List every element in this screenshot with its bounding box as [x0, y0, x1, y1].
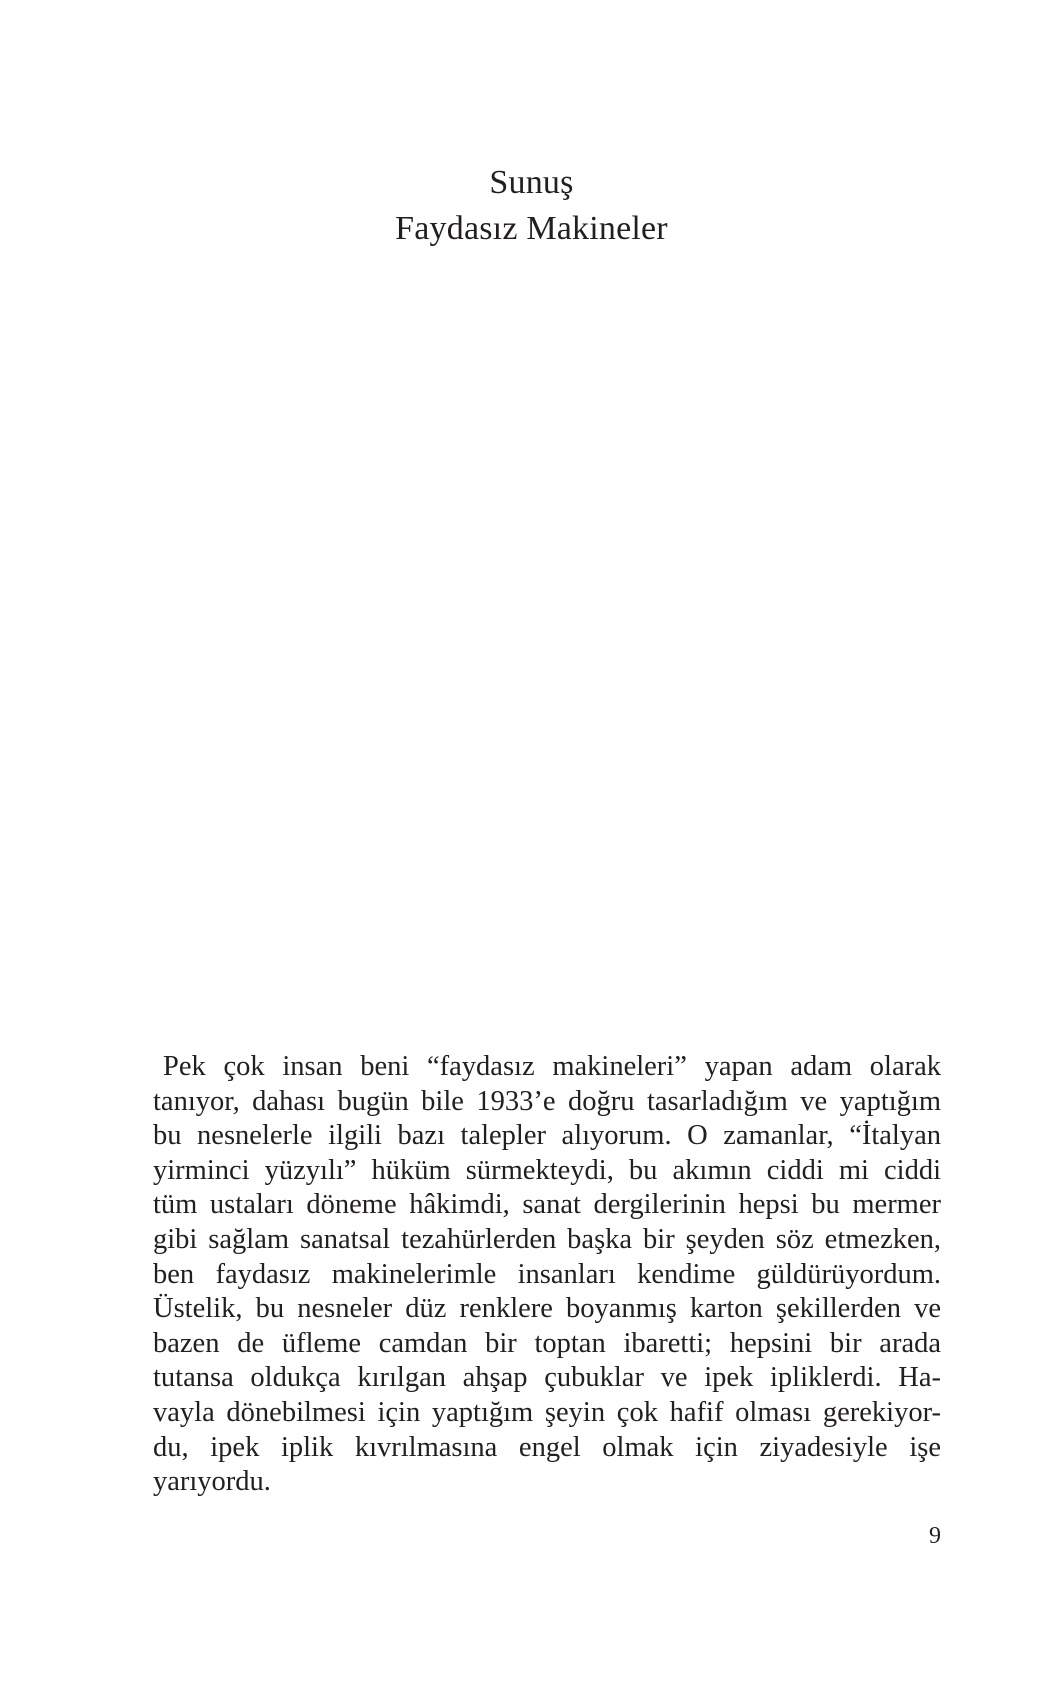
- paragraph-line: bu nesnelerle ilgili bazı talepler alıyorum. O zamanlar, “İtalyan: [153, 1120, 941, 1152]
- paragraph-line: Pek çok insan beni “faydasız makineleri” yapan adam olarak: [163, 1051, 941, 1082]
- paragraph-line: du, ipek iplik kıvrılmasına engel olmak için ziyadesiyle işe: [153, 1431, 941, 1463]
- paragraph-line: Üstelik, bu nesneler düz renklere boyanmış karton şekillerden ve: [153, 1293, 941, 1325]
- paragraph-line: bazen de üfleme camdan bir toptan ibaretti; hepsini bir arada: [153, 1327, 941, 1359]
- paragraph-line: ben faydasız makinelerimle insanları kendime güldürüyordum.: [153, 1258, 941, 1290]
- body-paragraph: [153, 1050, 941, 1500]
- chapter-title: Sunuş: [489, 164, 574, 201]
- paragraph-line: tüm ustaları döneme hâkimdi, sanat dergilerinin hepsi bu mermer: [153, 1189, 941, 1221]
- chapter-heading: [0, 160, 1063, 252]
- paragraph-line: gibi sağlam sanatsal tezahürlerden başka bir şeyden söz etmezken,: [153, 1223, 941, 1255]
- chapter-subtitle: Faydasız Makineler: [395, 210, 668, 247]
- paragraph-line: yarıyordu.: [153, 1466, 271, 1498]
- paragraph-line: tanıyor, dahası bugün bile 1933’e doğru tasarladığım ve yaptığım: [153, 1085, 941, 1117]
- paragraph-line: tutansa oldukça kırılgan ahşap çubuklar ve ipek ipliklerdi. Ha-: [153, 1362, 941, 1394]
- page-number: 9: [929, 1523, 941, 1549]
- paragraph-line: yirminci yüzyılı” hüküm sürmekteydi, bu akımın ciddi mi ciddi: [153, 1154, 941, 1186]
- paragraph-line: vayla dönebilmesi için yaptığım şeyin çok hafif olması gerekiyor-: [153, 1396, 941, 1428]
